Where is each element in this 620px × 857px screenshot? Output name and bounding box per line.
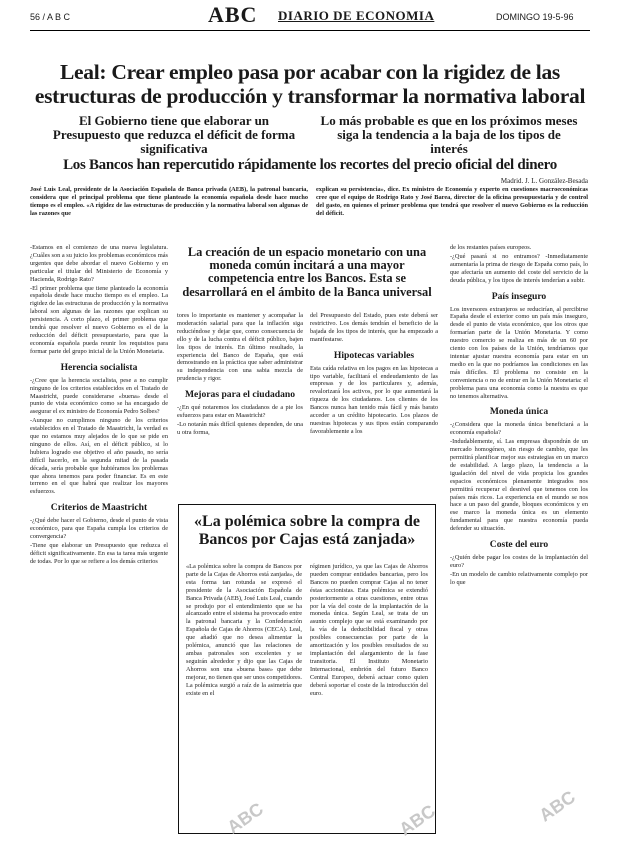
col4-heading: Coste del euro: [489, 539, 549, 551]
column-2: [177, 312, 303, 437]
subhead-left: El Gobierno tiene que elaborar un Presupuesto que reduzca el déficit de forma significativa: [52, 113, 296, 156]
col1-paragraph: -Aunque no cumplimos ninguno de los criterios establecidos en el Tratado de Maastricht, la verdad es que no estamos muy alejados de lo que se pide en ninguno de ellos. Así, en el déficit público, si lo hubiera logrado ese objetivo el año pasado, no sería difícil hacerlo, en la segunda mitad de la pasada década, sería probable que hubiéramos los problemas que ahora tenemos para poder financiar. Es en este terreno en el que habrá que realizar los mayores esfuerzos.: [30, 417, 168, 496]
col1-heading: Herencia socialista: [60, 361, 138, 373]
col1-paragraph: -¿Cree que la herencia socialista, pese a no cumplir ninguno de los criterios establecidos en el Tratado de Maastricht, puede considerarse «buena» desde el punto de vista económico como se ha encargado de asegurar el ex ministro de Economía Pedro Solbes?: [30, 376, 168, 416]
col4-heading: País inseguro: [491, 290, 547, 302]
col2-paragraph: -Lo notarán más difícil quienes dependen, de una u otra forma,: [177, 420, 303, 436]
abc-logo: ABC: [208, 2, 258, 27]
intro-right: explican su persistencia», dice. Ex ministro de Economía y experto en cuestiones macroeconómicas cree que el equipo de Rodrigo Rato y José Barea, director de la oficina presupuestaria y de control del gasto, en quienes el primer problema que tendrá que resolver el nuevo Gobierno es la reducción del déficit.: [316, 186, 588, 217]
boxed-article-col-right: régimen jurídico, ya que las Cajas de Ahorros pueden comprar entidades bancarias, pero los Bancos no pueden comprar Cajas al no tener éstas accionistas. Esta polémica se extendió posteriormente a otras cuestiones, entre otras por la vía del coste de la implantación de la moneda única. Según Leal, se trata de un asunto complejo que se está examinando por la vía de la deducibilidad fiscal y otras posibles consecuencias por parte de la amortización y los posibles resultados de su implantación del alargamiento de la fase transitoria. El Instituto Monetario Internacional, embrión del futuro Banco Central Europeo, deberá actuar como quien deberá soportar el coste de la introducción del euro.: [310, 563, 428, 697]
boxed-article-title: «La polémica sobre la compra de Bancos por Cajas está zanjada»: [194, 513, 420, 548]
col1-paragraph: -Tiene que elaborar un Presupuesto que reduzca el déficit significativamente. En esa ta tarea más urgente de todas. Por lo que se refiere a los demás criterios: [30, 542, 168, 565]
col4-paragraph: -¿Quién debe pagar los costes de la implantación del euro?: [450, 554, 588, 569]
col2-paragraph: -¿En qué notaremos los ciudadanos de a pie los esfuerzos para estar en Maastricht?: [177, 404, 303, 420]
abc-watermark: ABC: [223, 798, 267, 838]
col1-paragraph: -Estamos en el comienzo de una nueva legislatura. ¿Cuáles son a su juicio los problemas económicos más urgentes que debe abordar el nuevo Gobierno y en particular el titular del Ministerio de Economía y Hacienda, Rodrigo Rato?: [30, 244, 168, 283]
column-3: [310, 312, 438, 436]
col3-paragraph: del Presupuesto del Estado, pues este deberá ser restrictivo. Los demás tendrán el beneficio de la bajada de los tipos de interés, que ha empezado a manifestarse.: [310, 312, 438, 343]
main-headline: Leal: Crear empleo pasa por acabar con la rigidez de las estructuras de producción y transformar la normativa laboral: [34, 60, 586, 108]
col3-heading: Hipotecas variables: [333, 349, 415, 361]
column-4: [450, 244, 588, 587]
page-header: [30, 2, 590, 30]
col4-paragraph: de los restantes países europeos.: [450, 244, 532, 251]
boxed-article-col-left: «La polémica sobre la compra de Bancos por parte de la Cajas de Ahorros está zanjada», de esta forma tan rotunda se expresó el presidente de la Asociación Española de Banca Privada (AEB), José Luis Leal, cuando se produjo por el entendimiento que se ha alcanzado entre el sistema ha provocado entre la patronal bancaria y la Confederación Española de Cajas de Ahorros (CECA). Leal, que añadió que no desea alimentar la polémica, anunció que las relaciones de ambas patronales son excelentes y se seguirán alrededor y dijo que las Cajas de Ahorros son una «buena base» que debe mejorar, no tienen que ser unos competidores. La polémica surgió a raíz de la asimetría que existe en el: [186, 563, 302, 697]
col3-paragraph: Esta caída relativa en los pagos en las hipotecas a tipo variable, facilitará el endeudamiento de las empresas y de los particulares y, además, revalorizará los activos, por lo que aumentará la riqueza de los ciudadanos. Los clientes de los Bancos nunca han tenido más fácil y más barato acceder a un crédito hipotecario. Los plazos de nuestras hipotecas y sus tipos están comparando favorablemente a los: [310, 364, 438, 435]
col4-paragraph: -En un modelo de cambio relativamente complejo por lo que: [450, 570, 588, 586]
subhead-right: Lo más probable es que en los próximos meses siga la tendencia a la baja de los tipos de interés: [320, 113, 578, 156]
section-title: DIARIO DE ECONOMIA: [278, 8, 435, 23]
boxed-article: [178, 504, 436, 834]
col1-paragraph: -¿Qué debe hacer el Gobierno, desde el punto de vista económico, para que España cumpla los criterios de convergencia?: [30, 517, 168, 541]
col1-paragraph: -El primer problema que tiene planteado la economía española desde hace mucho tiempo es el empleo. La rigidez de las estructuras de producción y la normativa laboral son algunas de las razones que explican su persistencia. A corto plazo, el primer problema que tendrá que resolver el nuevo Gobierno es el de la reducción del déficit presupuestario, para que la economía española pueda reunir los requisitos para formar parte del grupo inicial de la Unión Monetaria.: [30, 284, 168, 355]
intro-left: José Luis Leal, presidente de la Asociación Española de Banca privada (AEB), la patronal bancaria, considera que el principal problema que tiene planteado la economía española desde hace mucho tiempo es el empleo. «A rigidez de las estructuras de producción y la normativa laboral son algunas de las razones que: [30, 186, 308, 217]
col4-paragraph: -¿Considera que la moneda única beneficiará a la economía española?: [450, 421, 588, 437]
abc-watermark: ABC: [395, 800, 439, 840]
col2-heading: Mejoras para el ciudadano: [184, 389, 296, 401]
issue-date: DOMINGO 19-5-96: [496, 12, 574, 22]
col4-paragraph: Los inversores extranjeros se reducirían, al percibirse España desde el exterior como un país más inseguro, desde el punto de vista económico, que los otros que formarían parte de la Unión Monetaria. Y como nuestro comercio se realiza en más de un 60 por ciento con los países de la Unión, tendríamos que intentar ajustar nuestra economía para estar en un medio en la que no podríamos las condiciones en las más difíciles. El problema no consiste en la conveniencia o no de entrar en la Unión Monetaria: el problema para una economía como la nuestra es que no tenemos alternativa.: [450, 305, 588, 400]
pull-quote-deck: La creación de un espacio monetario con una moneda común incitará a una mayor competencia entre los Bancos. Esta se desarrollará en el ámbito de la Banca universal: [182, 245, 432, 299]
page-number: 56 / A B C: [30, 12, 71, 22]
abc-watermark: ABC: [535, 786, 579, 826]
col1-heading: Criterios de Maastricht: [50, 502, 148, 514]
col4-heading: Moneda única: [489, 406, 549, 418]
byline: Madrid. J. L. González-Besada: [500, 177, 588, 185]
col4-paragraph: -Indudablemente, sí. Las empresas dispondrán de un mercado homogéneo, sin riesgo de cambio, que les permitirá planificar mejor sus estrategias en un marco de estabilidad. A largo plazo, la tendencia a la igualación del nivel de vida propicia los grandes espacios económicos plenamente integrados nos permitirá recuperar el desnivel que tenemos con los países más ricos. La experiencia en el mundo se nos hace a un paso del grande, bloques económicos y en ese marco la moneda única es un elemento fundamental para que nuestra economía pueda defender su situación.: [450, 438, 588, 533]
column-1: [30, 244, 168, 566]
header-rule: [30, 30, 590, 31]
col4-paragraph: -¿Qué pasará si no entramos? -Inmediatamente aumentaría la prima de riesgo de España como país, lo que afectaría un aumento del coste del servicio de la deuda pública, y los tipos de interés tenderían a subir.: [450, 252, 588, 284]
col2-paragraph: tores lo importante es mantener y acompañar la moderación salarial para que la inflación siga reduciéndose y dejar que, como consecuencia de ello y de la lucha contra el déficit público, bajen los tipos de interés. En último resultado, la experiencia del Banco de España, que está demostrando en la práctica que saber administrar su independencia con una sabia mezcla de prudencia y rigor.: [177, 312, 303, 383]
secondary-headline: Los Bancos han repercutido rápidamente los recortes del precio oficial del dinero: [63, 157, 557, 173]
